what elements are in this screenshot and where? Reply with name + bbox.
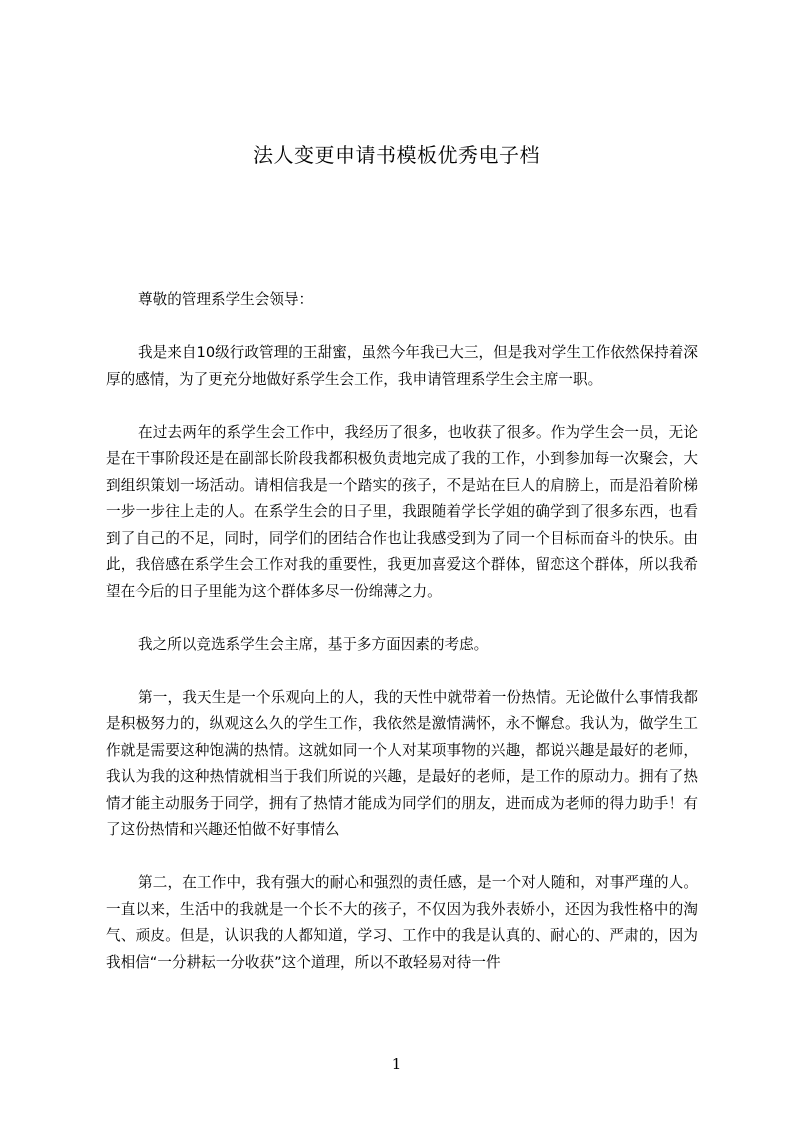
document-title: 法人变更申请书模板优秀电子档	[253, 143, 540, 167]
paragraph-intro: 我是来自10级行政管理的王甜蜜，虽然今年我已大三，但是我对学生工作依然保持着深厚的感情，为了更充分地做好系学生会工作，我申请管理系学生会主席一职。	[106, 344, 698, 388]
paragraph-reasons-intro: 我之所以竞选系学生会主席，基于多方面因素的考虑。	[138, 635, 489, 653]
paragraph-second-reason: 第二，在工作中，我有强大的耐心和强烈的责任感，是一个对人随和，对事严瑾的人。一直以来，生活中的我就是一个长不大的孩子，不仅因为我外表娇小，还因为我性格中的淘气、顽皮。但是，认识我的人都知道，学习、工作中的我是认真的、耐心的、严肃的，因为我相信“一分耕耘一分收获”这个道理，所以不敢轻易对待一件	[106, 874, 698, 971]
page-number: 1	[391, 1055, 402, 1073]
paragraph-first-reason: 第一，我天生是一个乐观向上的人，我的天性中就带着一份热情。无论做什么事情我都是积极努力的，纵观这么久的学生工作，我依然是激情满怀，永不懈怠。我认为，做学生工作就是需要这种饱满的热情。这就如同一个人对某项事物的兴趣，都说兴趣是最好的老师，我认为我的这种热情就相当于我们所说的兴趣，是最好的老师，是工作的原动力。拥有了热情才能主动服务于同学，拥有了热情才能成为同学们的朋友，进而成为老师的得力助手！有了这份热情和兴趣还怕做不好事情么	[106, 688, 698, 838]
document-body	[106, 287, 698, 976]
paragraph-experience: 在过去两年的系学生会工作中，我经历了很多，也收获了很多。作为学生会一员，无论是在干事阶段还是在副部长阶段我都积极负责地完成了我的工作，小到参加每一次聚会，大到组织策划一场活动。请相信我是一个踏实的孩子，不是站在巨人的肩膀上，而是沿着阶梯一步一步往上走的人。在系学生会的日子里，我跟随着学长学姐的确学到了很多东西，也看到了自己的不足，同时，同学们的团结合作也让我感受到为了同一个目标而奋斗的快乐。由此，我倍感在系学生会工作对我的重要性，我更加喜爱这个群体，留恋这个群体，所以我希望在今后的日子里能为这个群体多尽一份绵薄之力。	[106, 423, 698, 600]
salutation: 尊敬的管理系学生会领导：	[138, 291, 314, 308]
